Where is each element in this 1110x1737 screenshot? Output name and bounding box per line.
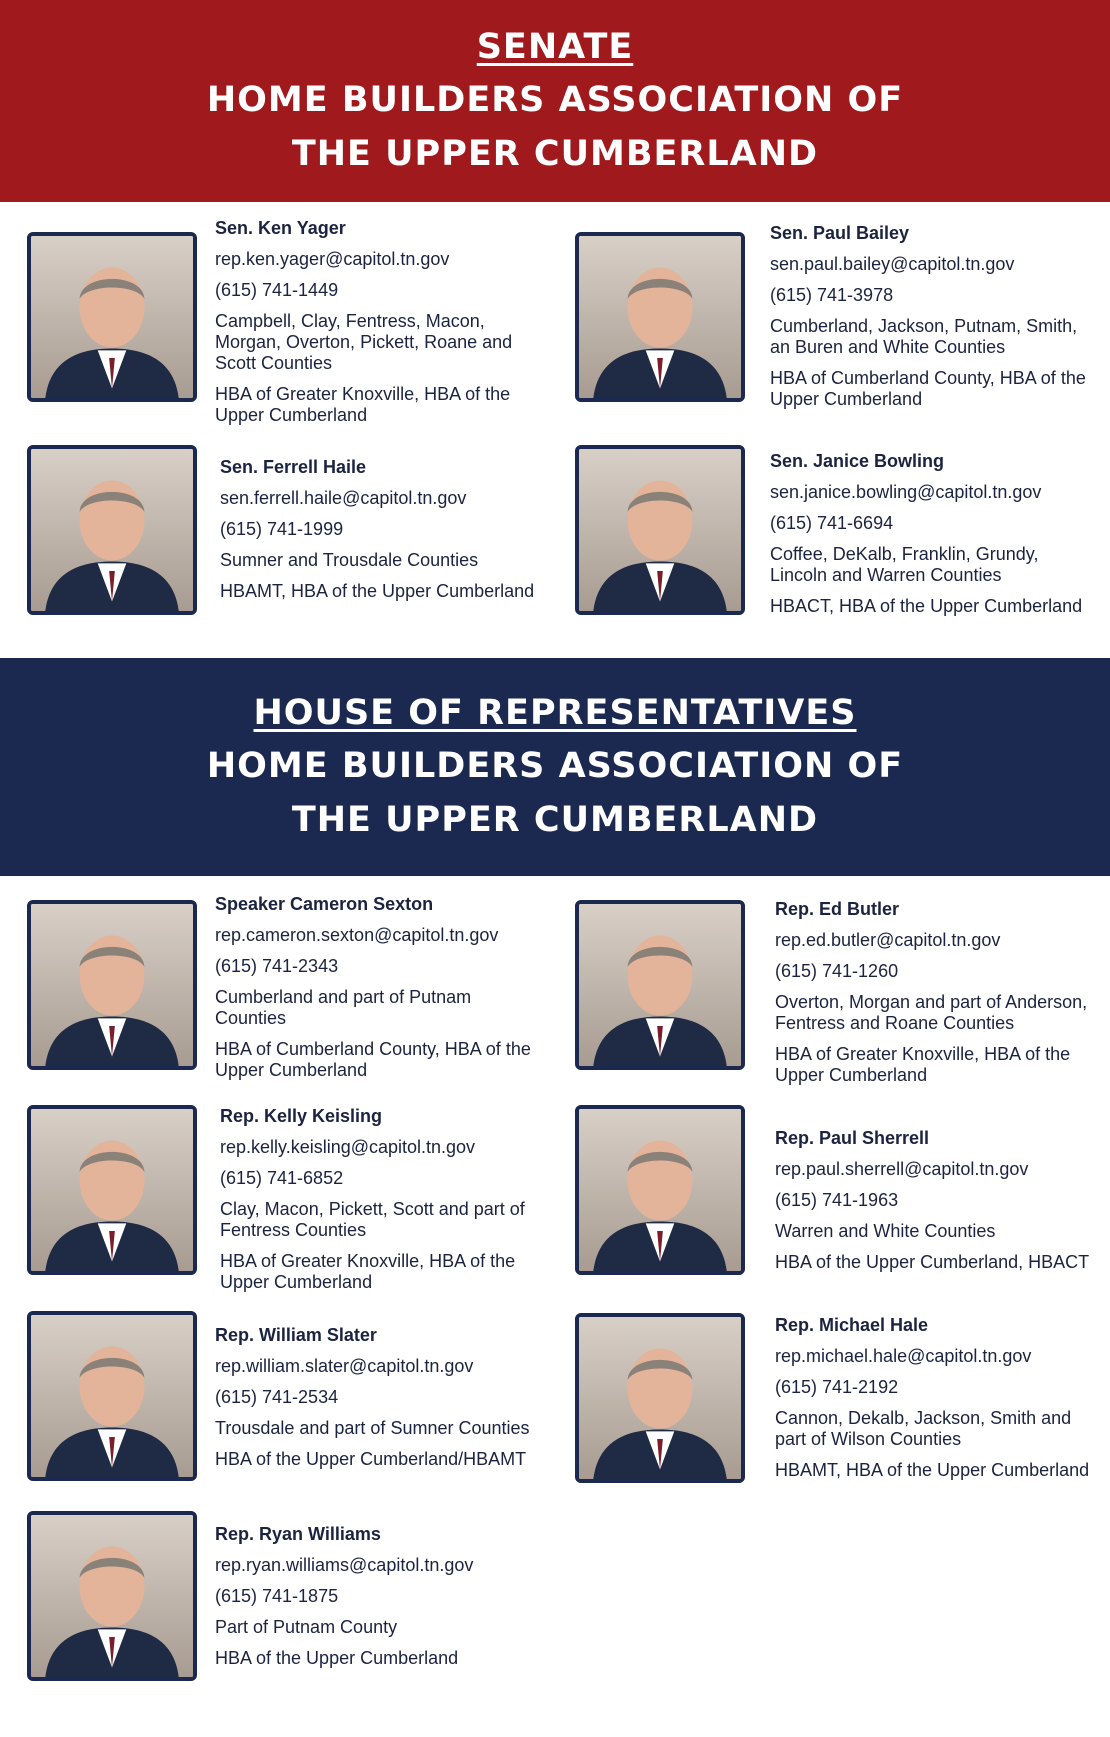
senate-heading: SENATE <box>476 27 634 67</box>
member-photo <box>575 1313 745 1483</box>
member-phone: (615) 741-2192 <box>775 1377 899 1397</box>
member-hba: HBA of Greater Knoxville, HBA of the Upper Cumberland <box>220 1251 516 1292</box>
member-photo <box>27 445 197 615</box>
member-phone: (615) 741-1260 <box>775 961 899 981</box>
senate-title-line-2: THE UPPER CUMBERLAND <box>291 134 819 174</box>
member-counties: Warren and White Counties <box>775 1221 996 1241</box>
member-card <box>775 899 1105 1086</box>
member-counties: Cannon, Dekalb, Jackson, Smith and part of Wilson Counties <box>775 1408 1072 1449</box>
member-hba: HBAMT, HBA of the Upper Cumberland <box>220 581 535 601</box>
member-photo <box>575 1105 745 1275</box>
member-hba: HBA of Cumberland County, HBA of the Upper Cumberland <box>770 368 1086 409</box>
member-hba: HBA of Cumberland County, HBA of the Upper Cumberland <box>215 1039 531 1080</box>
member-phone: (615) 741-6694 <box>770 513 894 533</box>
member-card <box>220 457 550 602</box>
member-name: Rep. Kelly Keisling <box>220 1106 383 1126</box>
member-hba: HBAMT, HBA of the Upper Cumberland <box>775 1460 1090 1480</box>
member-email[interactable]: rep.ken.yager@capitol.tn.gov <box>215 249 450 269</box>
member-hba: HBACT, HBA of the Upper Cumberland <box>770 596 1083 616</box>
member-phone: (615) 741-3978 <box>770 285 894 305</box>
member-email[interactable]: sen.paul.bailey@capitol.tn.gov <box>770 254 1015 274</box>
member-phone: (615) 741-2343 <box>215 956 339 976</box>
house-title-line-2: THE UPPER CUMBERLAND <box>291 800 819 840</box>
member-name: Rep. Ryan Williams <box>215 1524 381 1544</box>
member-hba: HBA of Greater Knoxville, HBA of the Upper Cumberland <box>215 384 511 425</box>
member-card <box>775 1315 1105 1481</box>
member-card <box>215 894 545 1081</box>
member-phone: (615) 741-6852 <box>220 1168 344 1188</box>
member-email[interactable]: sen.janice.bowling@capitol.tn.gov <box>770 482 1042 502</box>
member-email[interactable]: rep.william.slater@capitol.tn.gov <box>215 1356 474 1376</box>
member-hba: HBA of the Upper Cumberland, HBACT <box>775 1252 1090 1272</box>
member-email[interactable]: rep.paul.sherrell@capitol.tn.gov <box>775 1159 1029 1179</box>
member-email[interactable]: rep.ryan.williams@capitol.tn.gov <box>215 1555 474 1575</box>
member-card <box>770 451 1100 617</box>
member-phone: (615) 741-2534 <box>215 1387 339 1407</box>
member-hba: HBA of Greater Knoxville, HBA of the Upper Cumberland <box>775 1044 1071 1085</box>
member-photo <box>575 900 745 1070</box>
member-counties: Cumberland, Jackson, Putnam, Smith, an Buren and White Counties <box>770 316 1078 357</box>
member-card <box>770 223 1100 410</box>
member-name: Rep. Ed Butler <box>775 899 900 919</box>
senate-banner <box>0 0 1110 202</box>
member-email[interactable]: rep.cameron.sexton@capitol.tn.gov <box>215 925 499 945</box>
member-counties: Trousdale and part of Sumner Counties <box>215 1418 530 1438</box>
member-name: Sen. Paul Bailey <box>770 223 910 243</box>
member-phone: (615) 741-1963 <box>775 1190 899 1210</box>
member-counties: Clay, Macon, Pickett, Scott and part of Fentress Counties <box>220 1199 525 1240</box>
member-counties: Sumner and Trousdale Counties <box>220 550 479 570</box>
house-banner <box>0 658 1110 876</box>
member-card <box>215 1325 545 1470</box>
member-name: Sen. Ferrell Haile <box>220 457 367 477</box>
member-name: Rep. Michael Hale <box>775 1315 929 1335</box>
member-card <box>215 218 545 426</box>
member-email[interactable]: rep.ed.butler@capitol.tn.gov <box>775 930 1001 950</box>
member-card <box>215 1524 545 1669</box>
member-phone: (615) 741-1875 <box>215 1586 339 1606</box>
member-phone: (615) 741-1999 <box>220 519 344 539</box>
member-photo <box>27 1105 197 1275</box>
member-counties: Part of Putnam County <box>215 1617 398 1637</box>
member-phone: (615) 741-1449 <box>215 280 339 300</box>
member-email[interactable]: rep.michael.hale@capitol.tn.gov <box>775 1346 1032 1366</box>
member-photo <box>27 232 197 402</box>
member-email[interactable]: sen.ferrell.haile@capitol.tn.gov <box>220 488 467 508</box>
member-photo <box>27 900 197 1070</box>
member-photo <box>575 232 745 402</box>
member-photo <box>27 1511 197 1681</box>
house-title-line-1: HOME BUILDERS ASSOCIATION OF <box>206 746 904 786</box>
member-hba: HBA of the Upper Cumberland/HBAMT <box>215 1449 527 1469</box>
member-counties: Campbell, Clay, Fentress, Macon, Morgan, Overton, Pickett, Roane and Scott Counties <box>215 311 513 373</box>
member-card <box>775 1128 1105 1273</box>
member-counties: Coffee, DeKalb, Franklin, Grundy, Lincoln and Warren Counties <box>770 544 1039 585</box>
member-email[interactable]: rep.kelly.keisling@capitol.tn.gov <box>220 1137 476 1157</box>
member-name: Speaker Cameron Sexton <box>215 894 434 914</box>
member-name: Sen. Ken Yager <box>215 218 346 238</box>
member-counties: Cumberland and part of Putnam Counties <box>215 987 472 1028</box>
member-photo <box>575 445 745 615</box>
member-name: Sen. Janice Bowling <box>770 451 945 471</box>
member-hba: HBA of the Upper Cumberland <box>215 1648 459 1668</box>
member-name: Rep. William Slater <box>215 1325 377 1345</box>
house-heading: HOUSE OF REPRESENTATIVES <box>253 693 857 733</box>
member-card <box>220 1106 550 1293</box>
senate-title-line-1: HOME BUILDERS ASSOCIATION OF <box>206 80 904 120</box>
member-photo <box>27 1311 197 1481</box>
member-name: Rep. Paul Sherrell <box>775 1128 930 1148</box>
member-counties: Overton, Morgan and part of Anderson, Fentress and Roane Counties <box>775 992 1088 1033</box>
